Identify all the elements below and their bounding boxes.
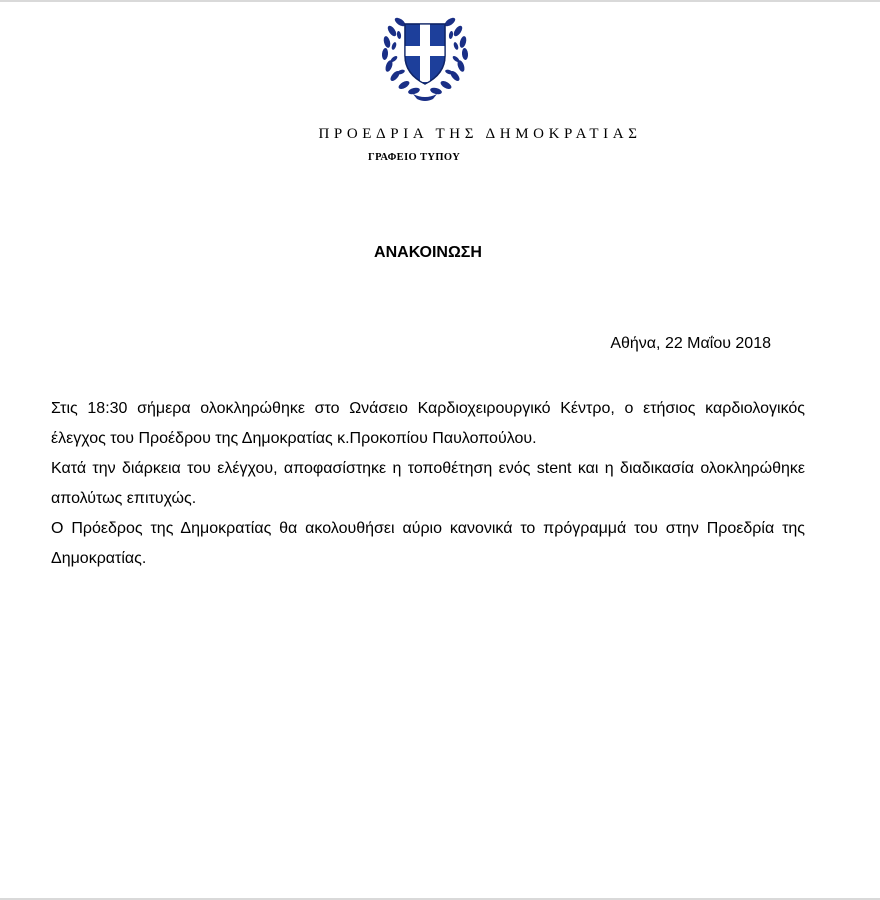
body-paragraph: Κατά την διάρκεια του ελέγχου, αποφασίστηκε η τοποθέτηση ενός stent και η διαδικασία ολοκληρώθηκε απολύτως επιτυχώς. [51, 460, 805, 507]
announcement-body [51, 394, 805, 574]
org-name: ΠΡΟΕΔΡΙΑ ΤΗΣ ΔΗΜΟΚΡΑΤΙΑΣ [318, 126, 642, 142]
org-subtitle: ΓΡΑΦΕΙΟ ΤΥΠΟΥ [368, 152, 461, 163]
page-edge-top [0, 0, 880, 2]
body-paragraph: Στις 18:30 σήμερα ολοκληρώθηκε στο Ωνάσειο Καρδιοχειρουργικό Κέντρο, ο ετήσιος καρδιολογικός έλεγχος του Προέδρου της Δημοκρατίας κ.Προκοπίου Παυλοπούλου. [51, 400, 805, 447]
announcement-title: ΑΝΑΚΟΙΝΩΣΗ [374, 244, 482, 261]
greek-coat-of-arms-icon [375, 4, 475, 104]
announcement-date: Αθήνα, 22 Μαΐου 2018 [610, 335, 771, 352]
body-paragraph: Ο Πρόεδρος της Δημοκρατίας θα ακολουθήσει αύριο κανονικά το πρόγραμμά του στην Προεδρία της Δημοκρατίας. [51, 520, 805, 567]
